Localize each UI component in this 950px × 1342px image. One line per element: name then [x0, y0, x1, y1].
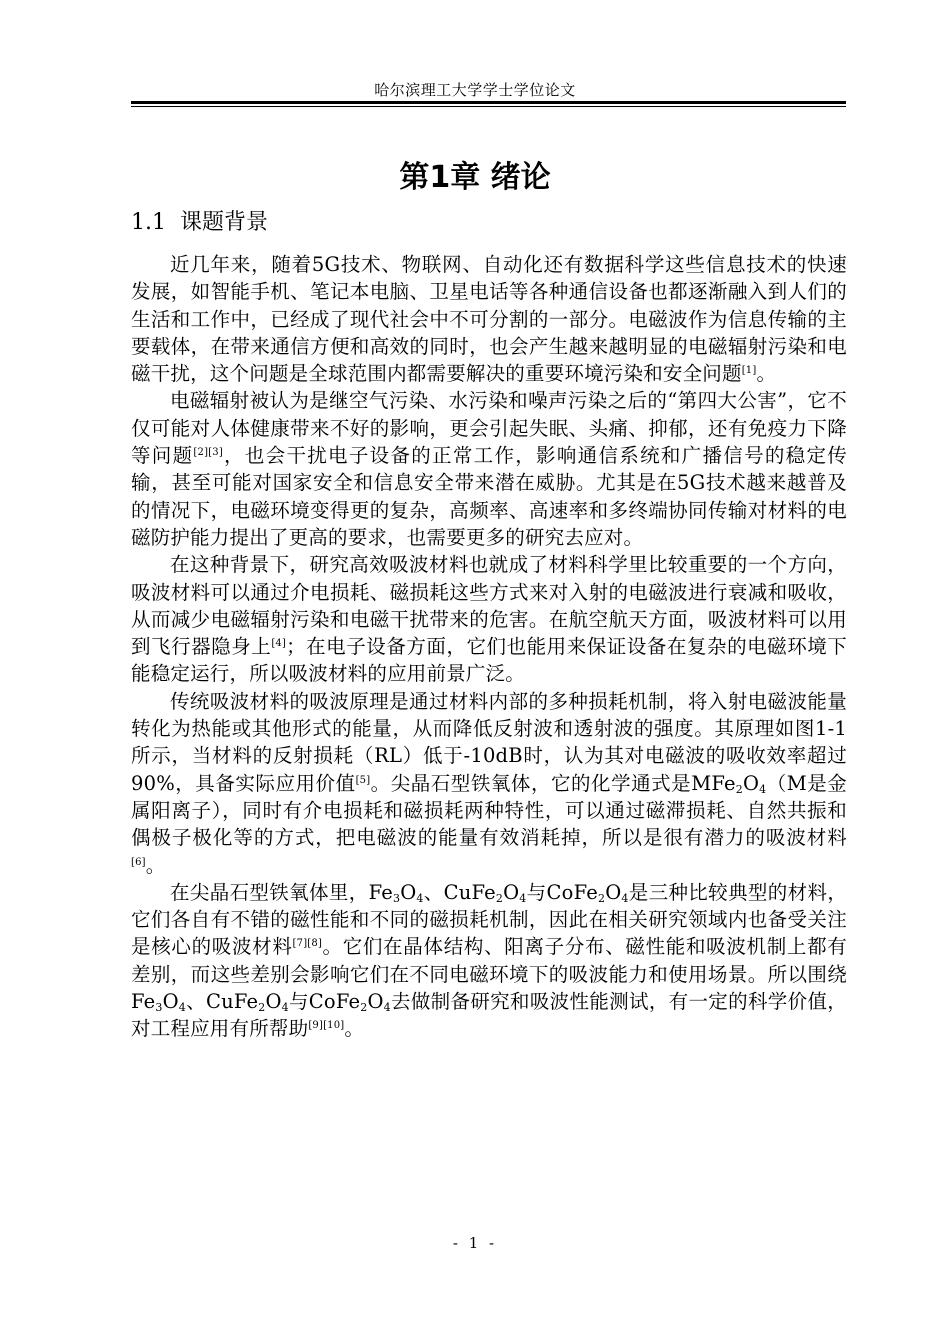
paragraph-text: （M是金属阳离子），同时有介电损耗和磁损耗两种特性，可以通过磁滞损耗、自然共振和偶极子极化等的方式，把电磁波的能量有效消耗掉，所以是很有潜力的吸波材料 — [131, 771, 847, 850]
paragraph-text: O — [265, 990, 282, 1014]
paragraph-text: O — [162, 990, 179, 1014]
chemical-subscript: 2 — [495, 891, 504, 905]
paragraph — [131, 387, 847, 551]
paragraph-text: 。 — [145, 853, 166, 877]
paragraph-text: 在尖晶石型铁氧体里，Fe — [170, 880, 393, 904]
citation-ref: [4] — [271, 638, 287, 650]
citation-ref: [1] — [741, 365, 757, 377]
chemical-subscript: 2 — [360, 1001, 368, 1015]
paragraph-text: 电磁辐射被认为是继空气污染、水污染和噪声污染之后的“第四大公害”，它不仅可能对人体健康带来不好的影响，更会引起失眠、头痛、抑郁，还有免疫力下降等问题 — [131, 389, 847, 468]
section-heading — [131, 205, 268, 236]
chemical-subscript: 2 — [258, 1001, 266, 1015]
paragraph-text: ，也会干扰电子设备的正常工作，影响通信系统和广播信号的稳定传输，甚至可能对国家安全和信息安全带来潜在威胁。尤其是在5G技术越来越普及的情况下，电磁环境变得更的复杂，高频率、高速率和多终端协同传输对材料的电磁防护能力提出了更高的要求，也需要更多的研究去应对。 — [131, 444, 847, 549]
chemical-subscript: 2 — [735, 782, 743, 796]
chemical-subscript: 4 — [621, 891, 629, 905]
chemical-subscript: 4 — [416, 891, 424, 905]
paragraph-text: O — [605, 880, 622, 904]
paragraph-text: 。它们在晶体结构、阳离子分布、磁性能和吸波机制上都有差别，而这些差别会影响它们在不同电磁环境下的吸波能力和使用场景。所以围绕Fe — [131, 935, 847, 1014]
paragraph-text: O — [742, 771, 760, 795]
paragraph-text: 与CoFe — [288, 990, 361, 1014]
chemical-subscript: 4 — [178, 1001, 186, 1015]
paragraph-text: 是三种比较典型的材料，它们各自有不错的磁性能和不同的磁损耗机制，因此在相关研究领域内也备受关注是核心的吸波材料 — [131, 880, 848, 959]
chemical-subscript: 4 — [519, 891, 527, 905]
chemical-subscript: 2 — [597, 891, 606, 905]
paragraph-text: 。尖晶石型铁氧体，它的化学通式是MFe — [370, 771, 736, 795]
paragraph-text: O — [503, 880, 520, 904]
paragraph-text: O — [400, 880, 417, 904]
paragraph — [131, 251, 847, 387]
paragraph-text: 。 — [344, 1017, 365, 1041]
paragraph — [131, 688, 847, 879]
paragraph-text: 、CuFe — [186, 990, 259, 1014]
paragraph — [131, 879, 847, 1043]
citation-ref: [6] — [131, 856, 146, 868]
chemical-subscript: 4 — [759, 782, 767, 796]
section-number: 1.1 — [131, 210, 166, 235]
paragraph — [131, 551, 847, 687]
paragraph-text: 在这种背景下，研究高效吸波材料也就成了材料科学里比较重要的一个方向，吸波材料可以通过介电损耗、磁损耗这些方式来对入射的电磁波进行衰减和吸收，从而减少电磁辐射污染和电磁干扰带来的危害。在航空航天方面，吸波材料可以用到飞行器隐身上 — [131, 553, 847, 659]
citation-ref: [9][10] — [308, 1020, 345, 1032]
paragraph-text: 。 — [756, 362, 777, 386]
paragraph-text: O — [367, 990, 384, 1014]
page-number: - 1 - — [452, 1234, 498, 1252]
citation-ref: [7][8] — [292, 938, 323, 950]
paragraph-text: 与CoFe — [526, 880, 598, 904]
chemical-subscript: 3 — [393, 891, 401, 905]
chapter-title: 第1章 绪论 — [399, 160, 551, 195]
citation-ref: [2][3] — [193, 447, 223, 459]
paragraph-text: 去做制备研究和吸波性能测试，有一定的科学价值，对工程应用有所帮助 — [131, 990, 847, 1041]
chemical-subscript: 4 — [281, 1001, 289, 1015]
paragraph-text: 传统吸波材料的吸波原理是通过材料内部的多种损耗机制，将入射电磁波能量转化为热能或其他形式的能量，从而降低反射波和透射波的强度。其原理如图1-1所示，当材料的反射损耗（RL）低于-10dB时，认为其对电磁波的吸收效率超过90%，具备实际应用价值 — [131, 689, 847, 795]
chemical-subscript: 3 — [155, 1001, 163, 1015]
section-title: 课题背景 — [180, 210, 269, 235]
paragraph-text: 近几年来，随着5G技术、物联网、自动化还有数据科学这些信息技术的快速发展，如智能手机、笔记本电脑、卫星电话等各种通信设备也都逐渐融入到人们的生活和工作中，已经成了现代社会中不可分割的一部分。电磁波作为信息传输的主要载体，在带来通信方便和高效的同时，也会产生越来越明显的电磁辐射污染和电磁干扰，这个问题是全球范围内都需要解决的重要环境污染和安全问题 — [131, 253, 847, 386]
paragraph-text: 、CuFe — [423, 880, 496, 904]
chemical-subscript: 4 — [383, 1001, 391, 1015]
running-header: 哈尔滨理工大学学士学位论文 — [374, 81, 576, 99]
body-text — [131, 251, 847, 1043]
header-rule-thick — [131, 101, 846, 104]
citation-ref: [5] — [355, 774, 371, 786]
header-rule-thin — [131, 106, 846, 107]
paragraph-text: ；在电子设备方面，它们也能用来保证设备在复杂的电磁环境下能稳定运行，所以吸波材料的应用前景广泛。 — [131, 635, 848, 686]
